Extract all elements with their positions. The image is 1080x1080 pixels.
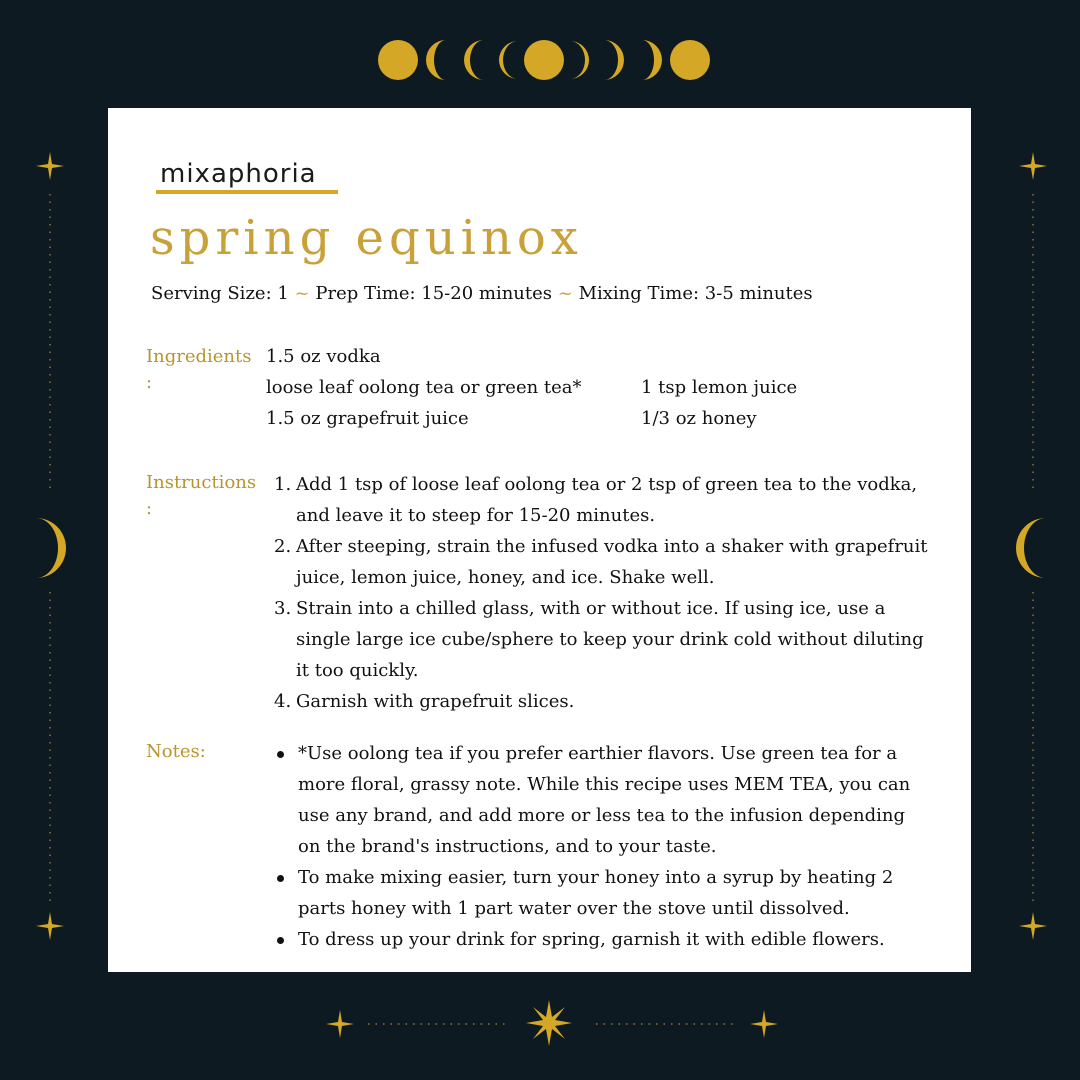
ingredient-item: loose leaf oolong tea or green tea* <box>266 377 582 398</box>
full-moon-right-icon <box>670 40 710 80</box>
step-text: After steeping, strain the infused vodka into a shaker with grapefruit juice, lemon juice, honey, and ice. Shake well. <box>296 536 928 588</box>
notes-list <box>272 738 932 955</box>
step-number: 1. <box>274 474 292 495</box>
logo-underline <box>156 190 338 194</box>
step-number: 4. <box>274 691 292 712</box>
sparkle-icon <box>36 152 64 180</box>
instructions-label <box>146 470 256 522</box>
note-item: To make mixing easier, turn your honey into a syrup by heating 2 parts honey with 1 part water over the stove until dissolved. <box>272 862 932 924</box>
note-item: *Use oolong tea if you prefer earthier flavors. Use green tea for a more floral, grassy note. While this recipe uses MEM TEA, you can use any brand, and add more or less tea to the infusion depending on the brand's instructions, and to your taste. <box>272 738 932 862</box>
step-number: 2. <box>274 536 292 557</box>
ingredients-label <box>146 344 251 396</box>
sparkle-icon <box>750 1010 778 1038</box>
notes-label: Notes: <box>146 741 206 762</box>
moon-phases-icon <box>376 38 712 82</box>
thin-crescent-icon <box>499 41 518 79</box>
gibbous-right-icon <box>642 40 662 80</box>
crescent-moon-icon <box>1016 518 1048 578</box>
step-text: Add 1 tsp of loose leaf oolong tea or 2 tsp of green tea to the vodka, and leave it to steep for 15-20 minutes. <box>296 474 918 526</box>
gibbous-moon-icon <box>426 40 446 80</box>
full-moon-icon <box>378 40 418 80</box>
recipe-title: spring equinox <box>150 210 583 266</box>
step-text: Strain into a chilled glass, with or without ice. If using ice, use a single large ice cube/sphere to keep your drink cold without diluting it too quickly. <box>296 598 924 681</box>
ingredients-label-text: Ingredients <box>146 346 252 367</box>
dotted-line-right-top <box>1031 194 1035 494</box>
ingredient-item: 1.5 oz vodka <box>266 346 381 367</box>
full-moon-center-icon <box>524 40 564 80</box>
instructions-list <box>274 469 934 717</box>
instructions-label-colon: : <box>146 498 153 519</box>
instruction-step <box>274 531 934 593</box>
prep-time: Prep Time: 15-20 minutes <box>315 283 553 304</box>
instruction-step <box>274 469 934 531</box>
sparkle-icon <box>1019 152 1047 180</box>
recipe-card <box>108 108 971 972</box>
ingredient-item: 1.5 oz grapefruit juice <box>266 408 469 429</box>
sparkle-icon <box>36 912 64 940</box>
crescent-right-icon <box>604 40 624 80</box>
meta-separator: ~ <box>557 283 573 304</box>
star-burst-icon <box>526 1000 572 1046</box>
ingredients-label-colon: : <box>146 372 153 393</box>
instructions-label-text: Instructions <box>146 472 257 493</box>
dotted-line-bottom-right <box>596 1022 736 1026</box>
note-item: To dress up your drink for spring, garnish it with edible flowers. <box>272 924 932 955</box>
sparkle-icon <box>1019 912 1047 940</box>
sparkle-icon <box>326 1010 354 1038</box>
ingredient-item: 1 tsp lemon juice <box>641 377 798 398</box>
dotted-line-left-bottom <box>48 592 52 902</box>
brand-logo-text: mixaphoria <box>160 159 317 189</box>
recipe-meta <box>151 282 813 306</box>
crescent-moon-icon <box>34 518 66 578</box>
instruction-step <box>274 593 934 686</box>
ingredient-item: 1/3 oz honey <box>641 408 757 429</box>
step-text: Garnish with grapefruit slices. <box>296 691 575 712</box>
instruction-step <box>274 686 934 717</box>
thin-crescent-right-icon <box>570 41 589 79</box>
dotted-line-right-bottom <box>1031 592 1035 902</box>
dotted-line-left-top <box>48 194 52 494</box>
meta-separator: ~ <box>294 283 310 304</box>
crescent-moon-icon <box>464 40 484 80</box>
serving-size: Serving Size: 1 <box>151 283 289 304</box>
step-number: 3. <box>274 598 292 619</box>
dotted-line-bottom-left <box>368 1022 508 1026</box>
mixing-time: Mixing Time: 3-5 minutes <box>578 283 813 304</box>
